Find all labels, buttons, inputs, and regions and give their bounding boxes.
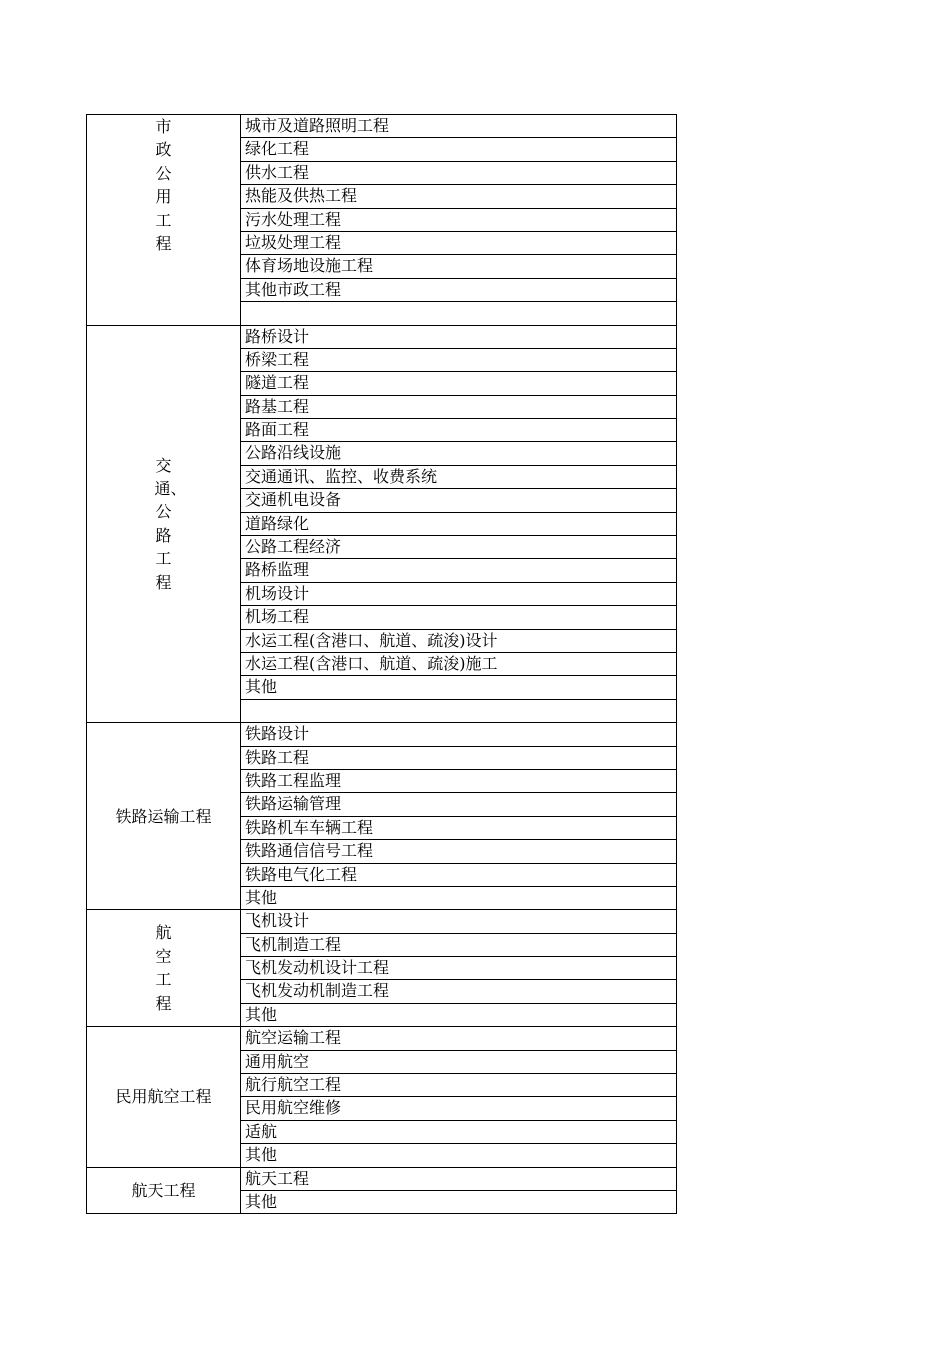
item-cell [241, 700, 676, 722]
category-cell [86, 910, 241, 1026]
category-cell [86, 723, 241, 909]
category-group [86, 723, 677, 910]
item-cell: 民用航空维修 [241, 1097, 676, 1120]
item-cell: 水运工程(含港口、航道、疏浚)施工 [241, 653, 676, 676]
category-label: 民用航空工程 [115, 1087, 212, 1107]
item-cell: 公路工程经济 [241, 536, 676, 559]
item-list [241, 115, 677, 325]
item-cell: 路面工程 [241, 419, 676, 442]
item-list [241, 1027, 677, 1166]
item-cell: 其他 [245, 1145, 278, 1165]
category-cell [86, 326, 241, 723]
category-label: 航天工程 [131, 1180, 196, 1200]
category-label: 铁路运输工程 [115, 806, 212, 826]
item-cell: 垃圾处理工程 [241, 232, 676, 255]
item-cell: 城市及道路照明工程 [241, 115, 676, 138]
item-cell: 供水工程 [241, 162, 676, 185]
specialty-table [86, 114, 677, 1214]
item-cell: 机场设计 [241, 583, 676, 606]
category-label: 交通、公路工程 [154, 455, 187, 592]
category-cell [86, 115, 241, 325]
category-cell [86, 1027, 241, 1166]
item-cell: 其他 [241, 676, 676, 699]
item-cell: 铁路电气化工程 [241, 864, 676, 887]
category-cell [86, 1168, 241, 1214]
item-cell: 路桥设计 [241, 326, 676, 349]
item-cell: 交通机电设备 [241, 489, 676, 512]
item-cell: 飞机发动机设计工程 [241, 957, 676, 980]
item-cell: 路基工程 [241, 396, 676, 419]
item-list [241, 910, 677, 1026]
item-cell: 通用航空 [241, 1051, 676, 1074]
category-group [86, 1027, 677, 1167]
item-cell: 铁路通信信号工程 [241, 840, 676, 863]
item-cell: 飞机制造工程 [241, 934, 676, 957]
item-cell: 绿化工程 [241, 138, 676, 161]
item-cell: 其他市政工程 [241, 279, 676, 302]
item-cell: 铁路运输管理 [241, 793, 676, 816]
category-group [86, 1168, 677, 1215]
item-cell: 交通通讯、监控、收费系统 [241, 466, 676, 489]
item-list [241, 326, 677, 723]
item-cell [241, 302, 676, 324]
item-cell: 热能及供热工程 [241, 185, 676, 208]
item-cell: 适航 [241, 1121, 676, 1144]
item-cell: 污水处理工程 [241, 209, 676, 232]
item-list [241, 1168, 677, 1214]
item-cell: 桥梁工程 [241, 349, 676, 372]
item-cell: 航空运输工程 [241, 1027, 676, 1050]
item-cell: 铁路工程 [241, 747, 676, 770]
category-label: 市政公用工程 [155, 117, 172, 254]
item-cell: 其他 [245, 1004, 278, 1024]
item-cell: 机场工程 [241, 606, 676, 629]
item-cell: 飞机设计 [241, 910, 676, 933]
item-cell: 航行航空工程 [241, 1074, 676, 1097]
item-cell: 铁路工程监理 [241, 770, 676, 793]
item-cell: 公路沿线设施 [241, 442, 676, 465]
category-group [86, 114, 677, 326]
item-cell: 其他 [245, 887, 278, 907]
item-cell: 铁路设计 [241, 723, 676, 746]
item-cell: 飞机发动机制造工程 [241, 980, 676, 1003]
item-cell: 隧道工程 [241, 372, 676, 395]
item-cell: 道路绿化 [241, 513, 676, 536]
item-list [241, 723, 677, 909]
item-cell: 铁路机车车辆工程 [241, 817, 676, 840]
category-group [86, 910, 677, 1027]
category-label: 航空工程 [155, 923, 172, 1013]
item-cell: 体育场地设施工程 [241, 255, 676, 278]
category-group [86, 326, 677, 724]
item-cell: 水运工程(含港口、航道、疏浚)设计 [241, 630, 676, 653]
item-cell: 航天工程 [241, 1168, 676, 1191]
item-cell: 路桥监理 [241, 559, 676, 582]
item-cell: 其他 [245, 1191, 278, 1211]
